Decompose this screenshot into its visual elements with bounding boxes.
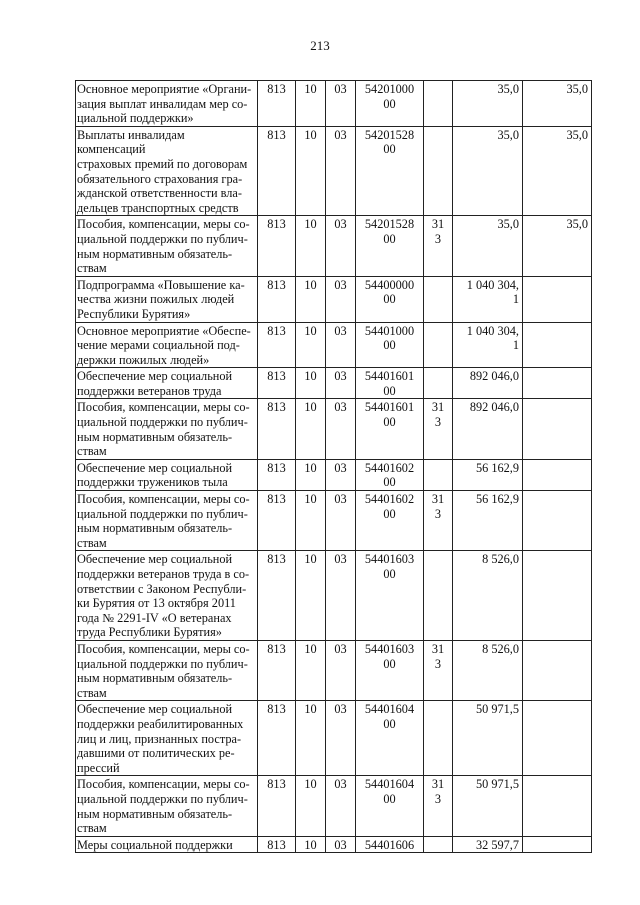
table-row <box>76 399 592 459</box>
amount-year-1: 8 526,0 <box>453 551 523 641</box>
expense-type-code <box>424 459 453 490</box>
table-row <box>76 368 592 399</box>
row-name: Обеспечение мер социальной поддержки тружеников тыла <box>76 459 258 490</box>
subsection-code: 03 <box>326 776 356 836</box>
row-name: Подпрограмма «Повышение ка- чества жизни пожилых людей Республики Бурятия» <box>76 276 258 322</box>
subsection-code: 03 <box>326 126 356 216</box>
table-row <box>76 836 592 853</box>
amount-year-1: 1 040 304, 1 <box>453 276 523 322</box>
dept-code: 813 <box>258 640 296 700</box>
amount-year-2 <box>523 836 592 853</box>
section-code: 10 <box>296 491 326 551</box>
expense-type-code <box>424 126 453 216</box>
dept-code: 813 <box>258 459 296 490</box>
amount-year-1: 56 162,9 <box>453 491 523 551</box>
section-code: 10 <box>296 81 326 127</box>
row-name: Основное мероприятие «Органи- зация выплат инвалидам мер со- циальной поддержки» <box>76 81 258 127</box>
row-name: Обеспечение мер социальной поддержки ветеранов труда <box>76 368 258 399</box>
expense-type-code <box>424 276 453 322</box>
amount-year-1: 56 162,9 <box>453 459 523 490</box>
target-article-code: 54401601 00 <box>356 399 424 459</box>
amount-year-2 <box>523 276 592 322</box>
amount-year-1: 8 526,0 <box>453 640 523 700</box>
target-article-code: 54401000 00 <box>356 322 424 368</box>
row-name: Выплаты инвалидам компенсаций страховых премий по договорам обязательного страхования гра- жданской ответственности вла- дельцев транспортных средств <box>76 126 258 216</box>
section-code: 10 <box>296 276 326 322</box>
target-article-code: 54401602 00 <box>356 459 424 490</box>
target-article-code: 54401603 00 <box>356 640 424 700</box>
amount-year-2 <box>523 551 592 641</box>
target-article-code: 54401604 00 <box>356 776 424 836</box>
amount-year-2 <box>523 701 592 776</box>
target-article-code: 54401602 00 <box>356 491 424 551</box>
amount-year-1: 892 046,0 <box>453 368 523 399</box>
page-number: 213 <box>310 38 330 53</box>
table-row <box>76 459 592 490</box>
amount-year-1: 892 046,0 <box>453 399 523 459</box>
row-name: Пособия, компенсации, меры со- циальной поддержки по публич- ным нормативным обязатель- ствам <box>76 640 258 700</box>
section-code: 10 <box>296 776 326 836</box>
table-row <box>76 491 592 551</box>
amount-year-2 <box>523 640 592 700</box>
expense-type-code <box>424 701 453 776</box>
amount-year-2 <box>523 399 592 459</box>
dept-code: 813 <box>258 126 296 216</box>
section-code: 10 <box>296 126 326 216</box>
section-code: 10 <box>296 836 326 853</box>
row-name: Обеспечение мер социальной поддержки реабилитированных лиц и лиц, признанных постра- давшими от политических ре- прессий <box>76 701 258 776</box>
row-name: Пособия, компенсации, меры со- циальной поддержки по публич- ным нормативным обязатель- ствам <box>76 776 258 836</box>
amount-year-1: 35,0 <box>453 81 523 127</box>
expense-type-code <box>424 368 453 399</box>
budget-table <box>75 80 592 853</box>
dept-code: 813 <box>258 836 296 853</box>
dept-code: 813 <box>258 276 296 322</box>
expense-type-code: 31 3 <box>424 640 453 700</box>
subsection-code: 03 <box>326 276 356 322</box>
subsection-code: 03 <box>326 368 356 399</box>
expense-type-code: 31 3 <box>424 491 453 551</box>
amount-year-2: 35,0 <box>523 126 592 216</box>
dept-code: 813 <box>258 216 296 276</box>
table-row <box>76 701 592 776</box>
table-row <box>76 551 592 641</box>
target-article-code: 54201528 00 <box>356 216 424 276</box>
dept-code: 813 <box>258 776 296 836</box>
table-row <box>76 81 592 127</box>
amount-year-2 <box>523 459 592 490</box>
dept-code: 813 <box>258 399 296 459</box>
row-name: Основное мероприятие «Обеспе- чение мерами социальной под- держки пожилых людей» <box>76 322 258 368</box>
amount-year-2 <box>523 322 592 368</box>
subsection-code: 03 <box>326 491 356 551</box>
target-article-code: 54401603 00 <box>356 551 424 641</box>
expense-type-code: 31 3 <box>424 216 453 276</box>
table-row <box>76 126 592 216</box>
expense-type-code <box>424 322 453 368</box>
amount-year-2: 35,0 <box>523 81 592 127</box>
dept-code: 813 <box>258 81 296 127</box>
row-name: Обеспечение мер социальной поддержки ветеранов труда в со- ответствии с Законом Республи- ки Бурятия от 13 октября 2011 года № 2291-IV «О ветеранах труда Республики Бурятия» <box>76 551 258 641</box>
subsection-code: 03 <box>326 551 356 641</box>
section-code: 10 <box>296 701 326 776</box>
amount-year-1: 50 971,5 <box>453 701 523 776</box>
expense-type-code: 31 3 <box>424 776 453 836</box>
subsection-code: 03 <box>326 322 356 368</box>
section-code: 10 <box>296 459 326 490</box>
table-row <box>76 640 592 700</box>
amount-year-1: 35,0 <box>453 126 523 216</box>
amount-year-1: 35,0 <box>453 216 523 276</box>
row-name: Пособия, компенсации, меры со- циальной поддержки по публич- ным нормативным обязатель- ствам <box>76 491 258 551</box>
dept-code: 813 <box>258 551 296 641</box>
subsection-code: 03 <box>326 640 356 700</box>
section-code: 10 <box>296 551 326 641</box>
row-name: Меры социальной поддержки <box>76 836 258 853</box>
row-name: Пособия, компенсации, меры со- циальной поддержки по публич- ным нормативным обязатель- ствам <box>76 216 258 276</box>
dept-code: 813 <box>258 491 296 551</box>
section-code: 10 <box>296 640 326 700</box>
target-article-code: 54201528 00 <box>356 126 424 216</box>
target-article-code: 54401606 <box>356 836 424 853</box>
amount-year-2 <box>523 491 592 551</box>
target-article-code: 54401601 00 <box>356 368 424 399</box>
amount-year-1: 1 040 304, 1 <box>453 322 523 368</box>
subsection-code: 03 <box>326 216 356 276</box>
subsection-code: 03 <box>326 81 356 127</box>
table-row <box>76 322 592 368</box>
expense-type-code <box>424 836 453 853</box>
section-code: 10 <box>296 368 326 399</box>
target-article-code: 54401604 00 <box>356 701 424 776</box>
dept-code: 813 <box>258 368 296 399</box>
subsection-code: 03 <box>326 459 356 490</box>
subsection-code: 03 <box>326 399 356 459</box>
section-code: 10 <box>296 216 326 276</box>
subsection-code: 03 <box>326 836 356 853</box>
expense-type-code <box>424 551 453 641</box>
dept-code: 813 <box>258 701 296 776</box>
subsection-code: 03 <box>326 701 356 776</box>
table-row <box>76 776 592 836</box>
target-article-code: 54400000 00 <box>356 276 424 322</box>
target-article-code: 54201000 00 <box>356 81 424 127</box>
amount-year-2 <box>523 776 592 836</box>
expense-type-code <box>424 81 453 127</box>
expense-type-code: 31 3 <box>424 399 453 459</box>
row-name: Пособия, компенсации, меры со- циальной поддержки по публич- ным нормативным обязатель- ствам <box>76 399 258 459</box>
amount-year-1: 50 971,5 <box>453 776 523 836</box>
section-code: 10 <box>296 399 326 459</box>
amount-year-2: 35,0 <box>523 216 592 276</box>
amount-year-2 <box>523 368 592 399</box>
table-row <box>76 276 592 322</box>
dept-code: 813 <box>258 322 296 368</box>
section-code: 10 <box>296 322 326 368</box>
amount-year-1: 32 597,7 <box>453 836 523 853</box>
table-row <box>76 216 592 276</box>
